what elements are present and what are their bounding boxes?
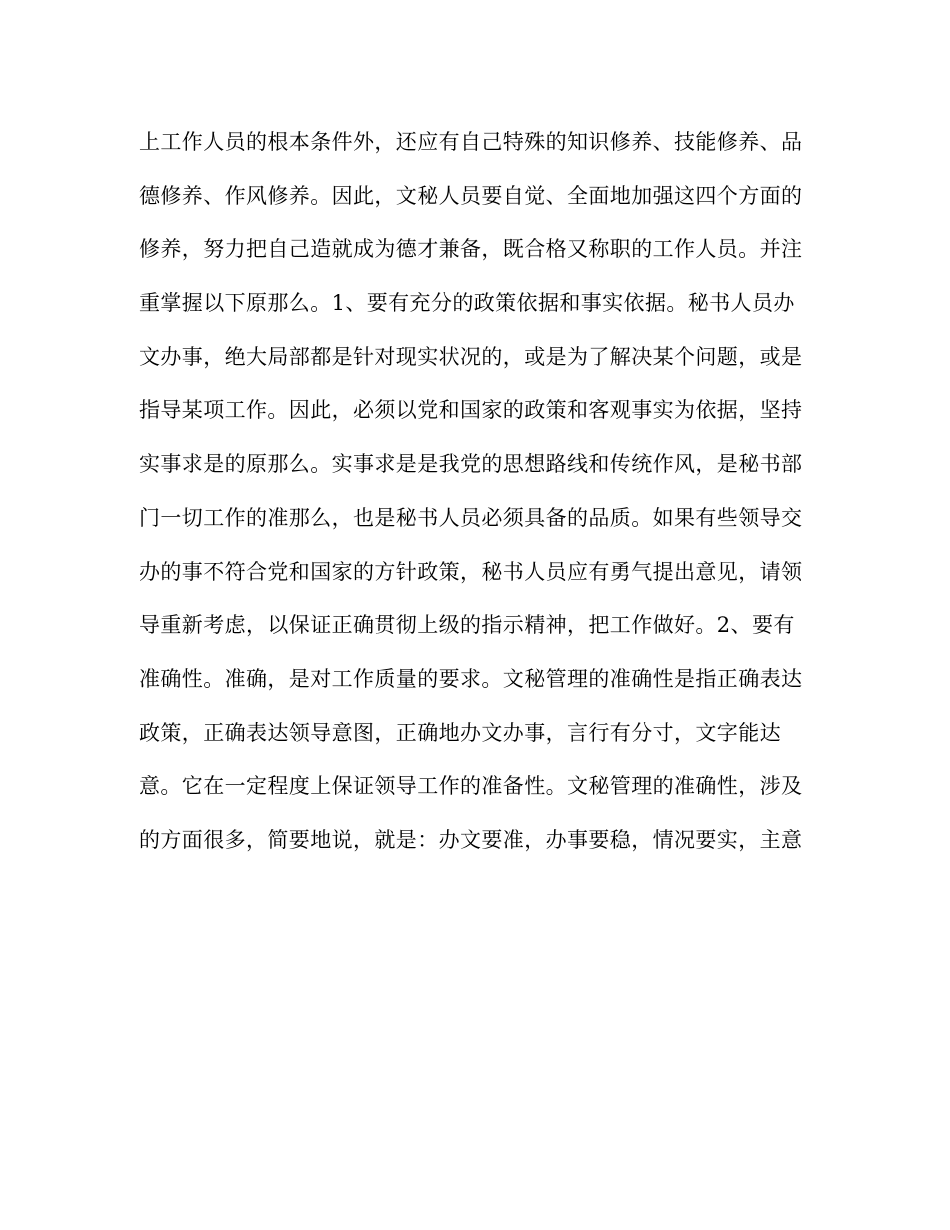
- text-line-1: 上工作人员的根本条件外，还应有自己特殊的知识修养、技能修养、品: [139, 130, 803, 154]
- text-line-3: 修养，努力把自己造就成为德才兼备，既合格又称职的工作人员。并注: [139, 237, 803, 262]
- text-line-6: 指导某项工作。因此，必须以党和国家的政策和客观事实为依据，坚持: [139, 398, 803, 423]
- text-line-9: 办的事不符合党和国家的方针政策，秘书人员应有勇气提出意见，请领: [139, 559, 803, 584]
- text-line-12: 政策，正确表达领导意图，正确地办文办事，言行有分寸，文字能达: [139, 720, 781, 745]
- text-line-4: 重掌握以下原那么。1、要有充分的政策依据和事实依据。秘书人员办: [139, 291, 795, 316]
- text-line-8: 门一切工作的准那么，也是秘书人员必须具备的品质。如果有些领导交: [139, 505, 803, 530]
- text-line-7: 实事求是的原那么。实事求是是我党的思想路线和传统作风，是秘书部: [139, 452, 803, 477]
- text-line-11: 准确性。准确，是对工作质量的要求。文秘管理的准确性是指正确表达: [139, 666, 803, 691]
- text-line-10: 导重新考虑，以保证正确贯彻上级的指示精神，把工作做好。2、要有: [139, 613, 795, 638]
- text-line-13: 意。它在一定程度上保证领导工作的准备性。文秘管理的准确性，涉及: [139, 774, 803, 799]
- text-line-14: 的方面很多，简要地说，就是：办文要准，办事要稳，情况要实，主意: [139, 827, 803, 852]
- text-line-5: 文办事，绝大局部都是针对现实状况的，或是为了解决某个问题，或是: [139, 344, 803, 369]
- body-text: [139, 120, 819, 872]
- text-line-2: 德修养、作风修养。因此，文秘人员要自觉、全面地加强这四个方面的: [139, 183, 803, 208]
